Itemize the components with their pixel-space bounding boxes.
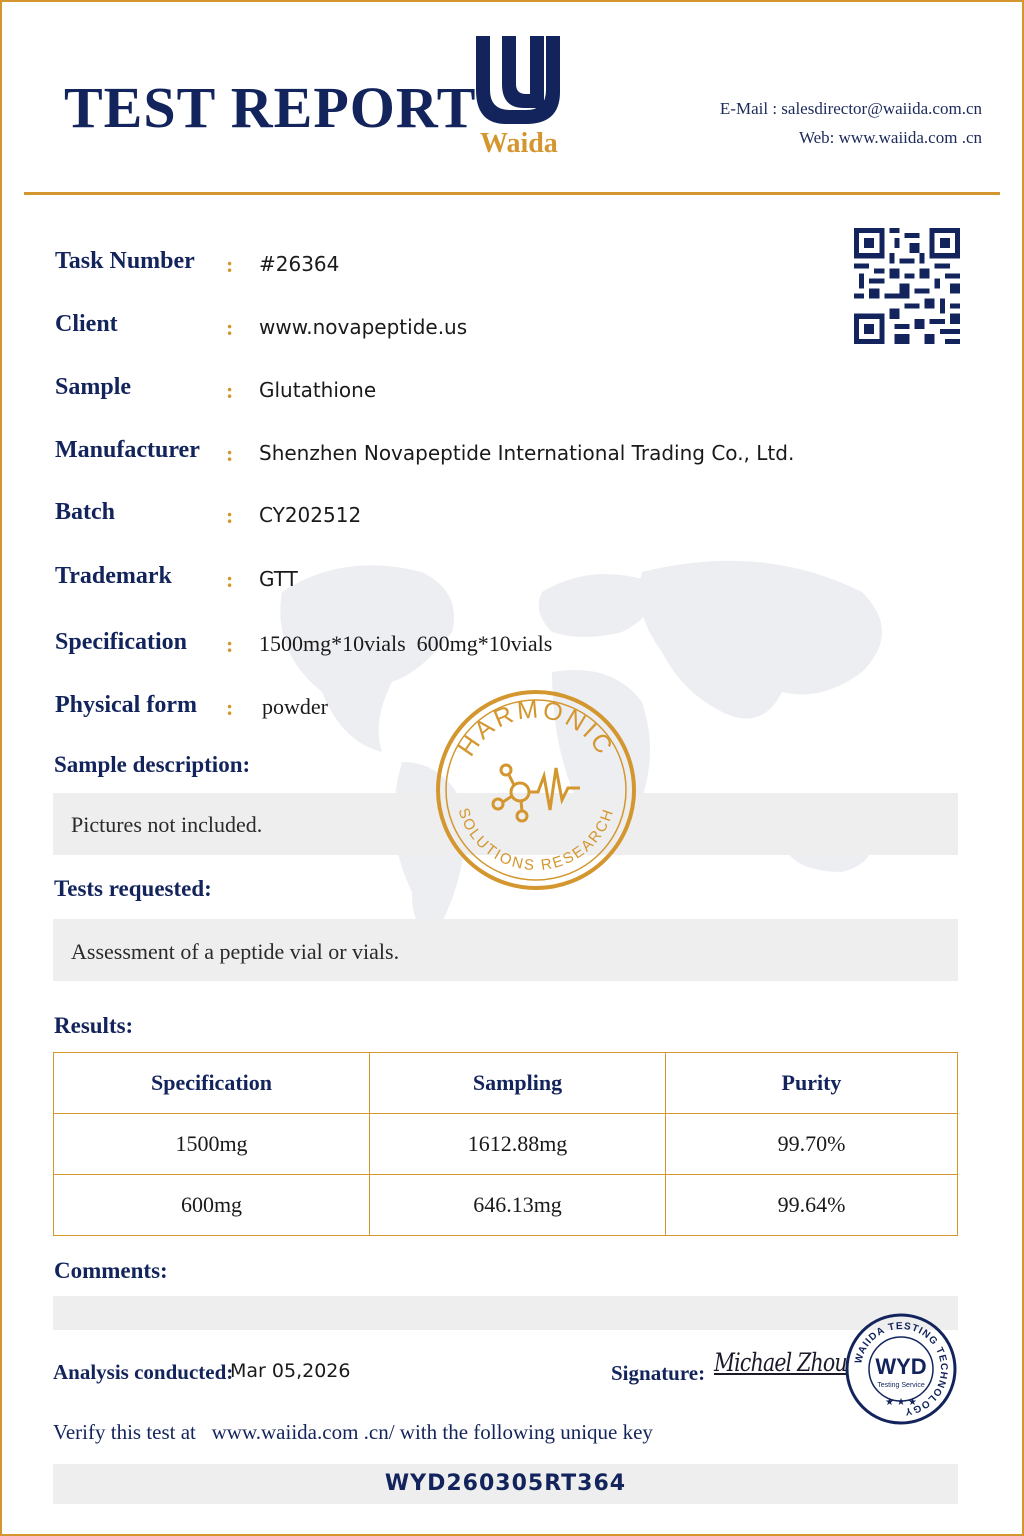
page-title: TEST REPORT (64, 75, 477, 140)
wyd-ring-text: WAIIDA TESTING TECHNOLOGY (853, 1320, 950, 1417)
column-header: Sampling (370, 1053, 666, 1114)
field-label: Specification (55, 629, 187, 655)
tests-requested-text: Assessment of a peptide vial or vials. (71, 939, 400, 964)
wyd-seal-icon (844, 1312, 958, 1426)
web-line: Web: www.waiida.com .cn (798, 128, 982, 147)
field-colon: : (226, 315, 234, 340)
analysis-date: Mar 05,2026 (230, 1360, 351, 1382)
stamp-bottom-text: SOLUTIONS RESEARCH (454, 805, 618, 875)
field-label: Physical form (55, 692, 197, 718)
header-divider (24, 192, 1000, 195)
table-cell: 646.13mg (370, 1175, 666, 1236)
qr-code-icon (854, 228, 960, 344)
table-header-row (54, 1053, 958, 1114)
field-value: Shenzhen Novapeptide International Trading Co., Ltd. (259, 441, 795, 465)
tests-requested-heading: Tests requested: (54, 876, 212, 901)
unique-key: WYD260305RT364 (53, 1464, 958, 1504)
column-header: Specification (54, 1053, 370, 1114)
svg-text:HARMONIC (453, 695, 620, 761)
field-label: Sample (55, 374, 132, 400)
analysis-label: Analysis conducted: (53, 1360, 234, 1384)
sample-description-heading: Sample description: (54, 752, 251, 777)
svg-text:★ ★ ★: ★ ★ ★ (885, 1397, 917, 1408)
field-value: 1500mg*10vials 600mg*10vials (259, 631, 553, 656)
sample-description-text: Pictures not included. (71, 812, 263, 837)
field-colon: : (226, 378, 234, 403)
wyd-sub-text: Testing Service (877, 1382, 925, 1389)
column-header: Purity (666, 1053, 958, 1114)
field-value: powder (262, 694, 328, 719)
field-colon: : (226, 632, 234, 657)
field-value: www.novapeptide.us (259, 315, 468, 339)
field-label: Batch (55, 499, 115, 525)
signature-label: Signature: (611, 1361, 706, 1385)
field-value: Glutathione (259, 378, 377, 402)
table-cell: 99.70% (666, 1114, 958, 1175)
wyd-center-text: WYD (875, 1354, 927, 1379)
field-label: Manufacturer (55, 437, 200, 463)
field-value: #26364 (259, 252, 340, 276)
contact-info (720, 94, 982, 152)
field-label: Client (55, 311, 118, 337)
field-colon: : (226, 695, 234, 720)
tests-requested-box (53, 919, 958, 981)
table-cell: 1500mg (54, 1114, 370, 1175)
field-colon: : (226, 503, 234, 528)
table-row (54, 1175, 958, 1236)
table-cell: 99.64% (666, 1175, 958, 1236)
verify-instructions: Verify this test at www.waiida.com .cn/ with the following unique key (53, 1420, 653, 1444)
field-colon: : (226, 252, 234, 277)
harmonic-stamp-icon (434, 688, 638, 892)
field-label: Task Number (55, 248, 195, 274)
field-colon: : (226, 441, 234, 466)
stamp-top-text: HARMONIC (452, 695, 620, 762)
results-table (53, 1052, 958, 1236)
comments-box (53, 1296, 958, 1330)
logo-wordmark: Waida (480, 128, 558, 159)
field-value: CY202512 (259, 503, 362, 527)
svg-text:SOLUTIONS RESEARCH (455, 806, 618, 874)
table-cell: 1612.88mg (370, 1114, 666, 1175)
signature-handwriting: Michael Zhou (714, 1348, 847, 1377)
field-value: GTT (259, 567, 298, 591)
results-heading: Results: (54, 1013, 134, 1038)
field-label: Trademark (55, 563, 172, 589)
comments-heading: Comments: (54, 1258, 168, 1283)
table-row (54, 1114, 958, 1175)
table-cell: 600mg (54, 1175, 370, 1236)
email-line: E-Mail : salesdirector@waiida.com.cn (719, 99, 982, 118)
field-colon: : (226, 567, 234, 592)
